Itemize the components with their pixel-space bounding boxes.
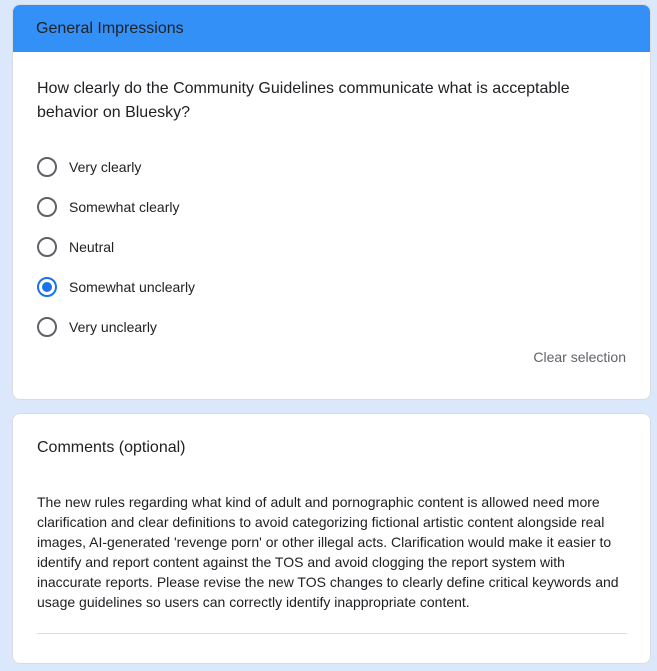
question-text: How clearly do the Community Guidelines communicate what is acceptable behavior on Bluesky? xyxy=(37,80,570,121)
radio-button[interactable] xyxy=(37,197,57,217)
radio-group xyxy=(37,147,195,347)
option-very-unclearly[interactable] xyxy=(37,307,195,347)
option-label: Neutral xyxy=(69,239,115,255)
comments-card xyxy=(12,413,651,664)
option-very-clearly[interactable] xyxy=(37,147,195,187)
option-label: Somewhat clearly xyxy=(69,199,180,215)
option-somewhat-clearly[interactable] xyxy=(37,187,195,227)
radio-button[interactable] xyxy=(37,317,57,337)
textarea-underline xyxy=(37,633,627,634)
section-title: General Impressions xyxy=(36,19,184,37)
section-header xyxy=(13,5,650,52)
clear-selection-button[interactable]: Clear selection xyxy=(533,349,626,365)
radio-button[interactable] xyxy=(37,157,57,177)
option-label: Very unclearly xyxy=(69,319,157,335)
option-somewhat-unclearly[interactable] xyxy=(37,267,195,307)
option-neutral[interactable] xyxy=(37,227,195,267)
comments-textarea[interactable]: The new rules regarding what kind of adult and pornographic content is allowed need more clarification and clear definitions to avoid categorizing fictional artistic content alongside real images, AI-generated 'revenge porn' or other illegal acts. Clarification would make it easier to identify and report content against the TOS and avoid clogging the report system with inaccurate reports. Please revise the new TOS changes to clearly define critical keywords and usage guidelines so users can correctly identify inappropriate content. xyxy=(37,494,619,610)
radio-button[interactable] xyxy=(37,237,57,257)
comments-title: Comments (optional) xyxy=(37,439,186,456)
question-card xyxy=(12,4,651,400)
option-label: Very clearly xyxy=(69,159,142,175)
option-label: Somewhat unclearly xyxy=(69,279,196,295)
radio-button[interactable] xyxy=(37,277,57,297)
